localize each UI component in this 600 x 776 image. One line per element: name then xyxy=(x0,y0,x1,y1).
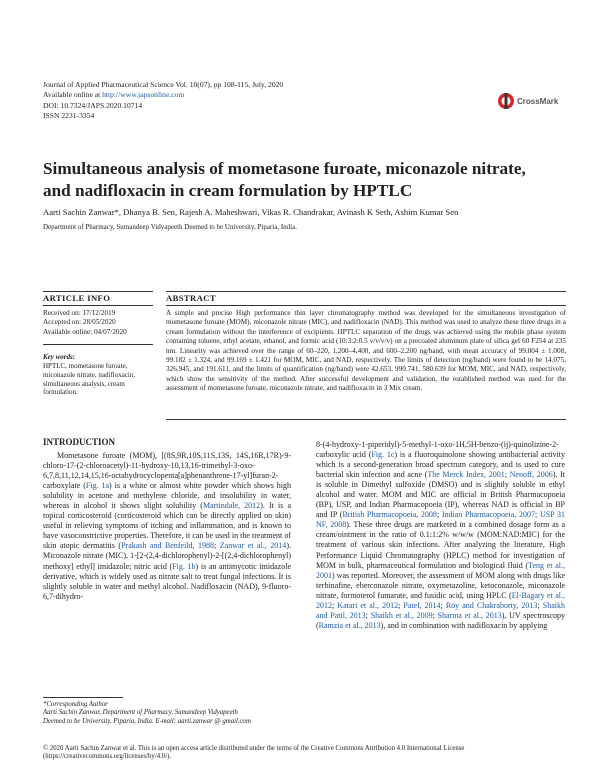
accepted-date: Accepted on: 28/05/2020 xyxy=(43,318,116,327)
available-date: Available online: 04/07/2020 xyxy=(43,327,127,336)
intro-column-left xyxy=(43,451,291,602)
article-dates xyxy=(43,309,127,337)
affiliation: Department of Pharmacy, Sumandeep Vidyapeeth Deemed to be University, Piparia, India. xyxy=(43,223,297,231)
keywords-label: Key words: xyxy=(43,353,76,361)
corresponding-author: *Corresponding Author Aarti Sachin Zanwar, Department of Pharmacy, Sumandeep Vidyapeeth Deemed to be University, Piparia, India. E-mail: aarti.zanwar @ gmail.com xyxy=(43,701,251,725)
crossmark-label: CrossMark xyxy=(517,97,559,106)
ref-fig1b[interactable]: Fig. 1b xyxy=(172,561,196,571)
ref-teng[interactable]: Teng et al., 2001 xyxy=(316,560,565,580)
ref-patel[interactable]: Patel, 2014 xyxy=(403,600,441,610)
ref-fig1a[interactable]: Fig. 1a xyxy=(85,481,110,491)
abstract-top-rule xyxy=(166,291,566,292)
abstract-heading: ABSTRACT xyxy=(166,293,216,303)
ref-ramzia[interactable]: Ramzia et al., 2013 xyxy=(318,620,381,630)
ref-usp[interactable]: USP 31 NF, 2008 xyxy=(316,510,566,530)
ref-martindale[interactable]: Martindale, 2012 xyxy=(202,501,261,511)
keywords: HPTLC, mometasone furoate, miconazole nitrate, nadifloxacin, simultaneous analysis, cream formulation. xyxy=(43,362,136,397)
ref-shaikh[interactable]: Shaikh and Patil, 2013 xyxy=(316,600,565,620)
ref-bp[interactable]: British Pharmacopoeia, 2008 xyxy=(342,510,437,520)
ref-roy[interactable]: Roy and Chakraborty, 2013 xyxy=(445,600,538,610)
footnote-rule xyxy=(43,697,123,698)
ref-fig1c[interactable]: Fig. 1c xyxy=(371,450,395,460)
abstract-text: A simple and precise High performance thin layer chromatography method was developed for the simultaneous investigation of mometasone furoate (MOM), miconazole nitrate (MIC), and nadifloxacin (NAD). This method was used to analyze these three drugs in a cream formulation without the interference of excipients. HPTLC separation of the drugs was achieved using the mobile phase system containing toluene, ethyl acetate, ethanol, and formic acid (10:3:2:0.5 v/v/v/v) on a precoated aluminum plate of silica gel 60 F254 at 235 nm. Linearity was achieved over the range of 60–220, 1,200–4,400, and 600–2,200 ng/band, with mean accuracy of 99.004 ± 1.008, 99.182 ± 1.324, and 99.169 ± 1.421 for MOM, MIC, and NAD, respectively. The limits of detection (ng/band) were found to be 14.075, 326.945, and 191.611, and the limits of quantification (ng/band) were 42.653, 990.741, 580.639 for MOM, MIC, and NAD, respectively, which show the sensitivity of the method. After successful development and validation, the established method was used for the assessment of mometasone furoate, miconazole nitrate, and nadifloxacin in 3 Mix cream. xyxy=(166,309,566,393)
ref-merck[interactable]: The Merck Index, 2001 xyxy=(427,470,505,480)
crossmark-logo[interactable] xyxy=(497,90,567,112)
journal-url[interactable]: http://www.japsonline.com xyxy=(102,90,185,100)
article-info-top-rule xyxy=(43,291,153,292)
copyright-notice: © 2020 Aarti Sachin Zanwar et al. This is an open access article distributed under the terms of the Creative Commons Attribution 4.0 International License (https://creativecommons.org/licenses/by/4.0/). xyxy=(43,745,563,762)
ref-prakash[interactable]: Prakash and Benfeild, 1988 xyxy=(121,541,215,551)
license-link[interactable]: (https://creativecommons.org/licenses/by/4.0/). xyxy=(43,753,172,761)
intro-paragraph-2: 8-(4-hydroxy-1-piperidyl)-5-methyl-1-oxo-1H,5H-benzo-(ij)-quinolizine-2-carboxylic acid (Fig. 1c) is a fluoroquinolone showing antibacterial activity which is a second-generation broad spectrum category, and is used to cure bacterial skin infection and acne (The Merck Index, 2001; Nenoff, 2006). It is soluble in Dimethyl sulfoxide (DMSO) and is slightly soluble in ethyl alcohol and water. MOM and MIC are official in British Pharmacopoeia (BP), USP, and Indian Pharmacopoeia (IP), whereas NAD is official in BP and IP (British Pharmacopoeia, 2008; Indian Pharmacopoeia, 2007; USP 31 NF, 2008). These three drugs are marketed in a combined dosage form as a cream/ointment in the ratio of 0.1:1:2% w/w/w (MOM:NAD:MIC) for the treatment of various skin infections. After analyzing the literature, High Performance Liquid Chromatography (HPLC) method for investigation of MOM in bulk, pharmaceutical formulation and biological fluid (Teng et al., 2001) was reported. Moreover, the assessment of MOM along with drugs like terbinafine, eberconazole nitrate, oxymetazoline, ketoconazole, miconazole nitrate, formoterol fumarate, and fusidic acid, using HPLC (El-Bagary et al., 2012; Katari et al., 2012; Patel, 2014; Roy and Chakraborty, 2013; Shaikh and Patil, 2013; Shaikh et al., 2009; Sharma et al., 2013), UV spectroscopy (Ramzia et al., 2013), and in combination with nadifloxacin by applying xyxy=(316,440,566,630)
journal-meta xyxy=(43,80,283,121)
ref-ip[interactable]: Indian Pharmacopoeia, 2007 xyxy=(441,510,536,520)
abstract-rule xyxy=(166,305,566,306)
doi-line: DOI: 10.7324/JAPS.2020.10714 xyxy=(43,100,143,110)
ref-zanwar[interactable]: Zanwar et al., 2014 xyxy=(219,541,287,551)
author-list: Aarti Sachin Zanwar*, Dhanya B. Sen, Rajesh A. Maheshwari, Vikas R. Chandrakar, Avinash K Seth, Ashim Kumar Sen xyxy=(43,207,459,217)
ref-katari[interactable]: Katari et al., 2012 xyxy=(337,600,399,610)
article-info-heading: ARTICLE INFO xyxy=(43,293,111,303)
ref-sharma[interactable]: Sharma et al., 2013 xyxy=(437,610,502,620)
paper-title: Simultaneous analysis of mometasone furoate, miconazole nitrate, and nadifloxacin in cream formulation by HPTLC xyxy=(43,159,526,200)
dates-rule xyxy=(43,344,153,345)
abstract-bottom-rule xyxy=(166,419,566,420)
ref-nenoff[interactable]: Nenoff, 2006 xyxy=(509,470,553,480)
doi-link[interactable]: 10.7324/JAPS.2020.10714 xyxy=(60,100,143,110)
crossmark-icon xyxy=(497,90,567,112)
received-date: Received on: 17/12/2019 xyxy=(43,309,116,317)
ref-elbagary[interactable]: El-Bagary et al., 2012 xyxy=(316,590,566,610)
journal-line: Journal of Applied Pharmaceutical Science Vol. 10(07), pp 108-115, July, 2020 xyxy=(43,80,284,89)
intro-paragraph-1: Mometasone furoate (MOM), [(8S,9R,10S,11S,13S, 14S,16R,17R)-9-chloro-17-(2-chloroacetyl)-11-hydroxy-10,13,16-trimethyl-3-oxo-6,7,8,11,12,14,15,16-octahydrocyclopenta[a]phenanthrene-17-yl]furan-2-carboxylate (Fig. 1a) is a white or almost white powder which shows high solubility in acetone and methylene chloride, and insolubility in water, whereas in alcohol it shows slight solubility (Martindale, 2012). It is a topical corticosteroid (corticosteroid which can be directly applied on skin) useful in relieving symptoms of itching and inflammation, and is known to have vasoconstrictive properties. Therefore, it can be used in the treatment of skin atopic dermatitis (Prakash and Benfeild, 1988; Zanwar et al., 2014). Miconazole nitrate (MIC), 1-[2-(2,4-dichlorophenyl)-2-[(2,4-dichlorophenyl) methoxy] ethyl] imidazole; nitric acid (Fig. 1b) is an antimycotic imidazole derivative, which is widely used as nitrate salt to treat fungal infections. It is slightly soluble in water and methyl alcohol. Nadifloxacin (NAD), 9-fluoro-6,7-dihydro- xyxy=(43,451,292,601)
issn: ISSN 2231-3354 xyxy=(43,110,95,120)
introduction-heading: INTRODUCTION xyxy=(43,437,116,447)
available-online: Available online at http://www.japsonline.com xyxy=(43,90,185,100)
ref-shaikh2[interactable]: Shaikh et al., 2009 xyxy=(370,610,433,620)
intro-column-right xyxy=(316,440,565,631)
article-info-rule xyxy=(43,305,153,306)
